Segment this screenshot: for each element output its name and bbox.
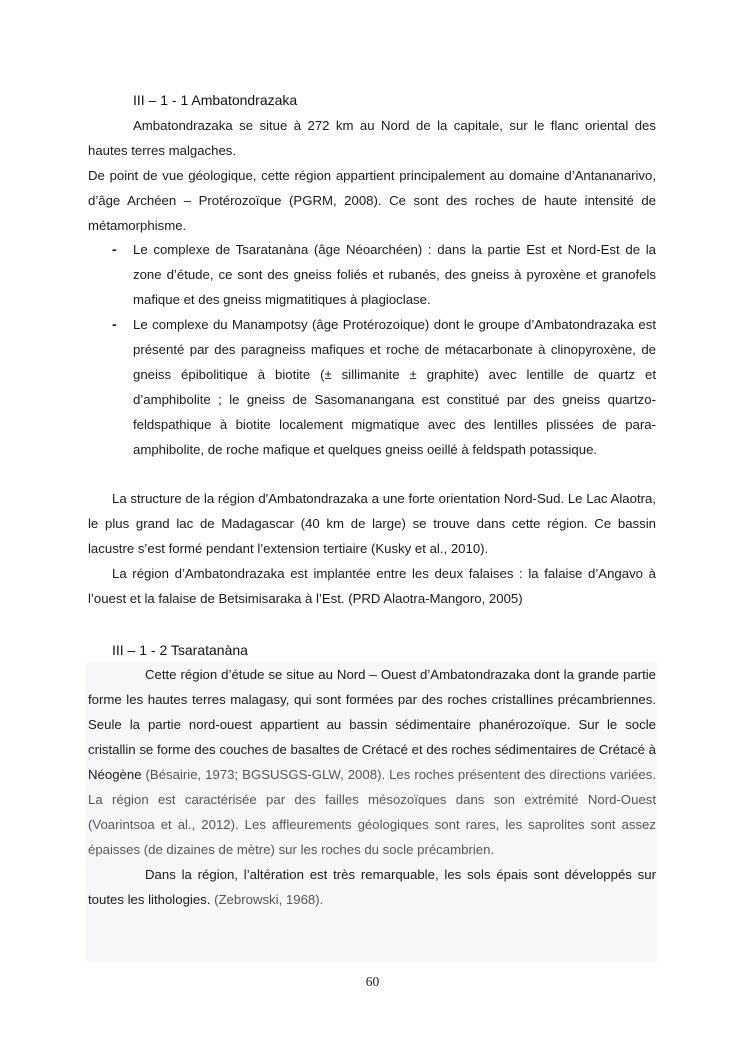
bullet-tsaratanana-complex: Le complexe de Tsaratanàna (âge Néoarchéen) : dans la partie Est et Nord-Est de la zone d’étude, ce sont des gneiss foliés et rubanés, des gneiss à pyroxène et granofels mafique et des gneiss migmatitiques à plagioclase. bbox=[133, 242, 656, 307]
bullet-marker: - bbox=[112, 241, 117, 257]
paragraph-alteration bbox=[88, 862, 656, 912]
bullet-marker: - bbox=[112, 316, 117, 332]
paragraph-structure: La structure de la région d'Ambatondrazaka a une forte orientation Nord-Sud. Le Lac Alaotra, le plus grand lac de Madagascar (40 km de large) se trouve dans cette région. Ce bassin lacustre s’est formé pendant l’extension tertiaire (Kusky et al., 2010). bbox=[88, 491, 656, 556]
paragraph-geology: De point de vue géologique, cette région appartient principalement au domaine d’Antananarivo, d’âge Archéen – Protérozoïque (PGRM, 2008). Ce sont des roches de haute intensité de métamorphisme. bbox=[88, 168, 656, 233]
bullet-manampotsy-complex: Le complexe du Manampotsy (âge Protérozoique) dont le groupe d’Ambatondrazaka est présenté par des paragneiss mafiques et roche de métacarbonate à clinopyroxène, de gneiss épibolitique à biotite (± sillimanite ± graphite) avec lentille de quartz et d’amphibolite ; le gneiss de Sasomanangana est constitué par des gneiss quartzo-feldspathique à biotite localement migmatique avec des lentilles plissées de para-amphibolite, de roche mafique et quelques gneiss oeillé à feldspath potassique. bbox=[133, 317, 656, 457]
section-heading-ambatondrazaka: III – 1 - 1 Ambatondrazaka bbox=[133, 92, 298, 108]
section-heading-tsaratanana: III – 1 - 2 Tsaratanàna bbox=[112, 642, 248, 658]
paragraph-main-text: Cette région d’étude se situe au Nord – Ouest d’Ambatondrazaka dont la grande partie forme les hautes terres malagasy, qui sont formées par des roches cristallines précambriennes. Seule la partie nord-ouest appartient au bassin sédimentaire phanérozoïque. Sur le socle cristallin se forme des couches de basaltes de Crétacé et des roches sédimentaires de Crétacé à Néogène bbox=[88, 667, 656, 782]
paragraph-citation-text: (Zebrowski, 1968). bbox=[210, 892, 324, 907]
paragraph-citation-text: (Bésairie, 1973; BGSUSGS-GLW, 2008). Les roches présentent des directions variées. La région est caractérisée par des failles mésozoïques dans son extrémité Nord-Ouest (Voarintsoa et al., 2012). Les affleurements géologiques sont rares, les saprolites sont assez épaisses (de dizaines de mètre) sur les roches du socle précambrien. bbox=[88, 767, 656, 857]
paragraph-location: Ambatondrazaka se situe à 272 km au Nord de la capitale, sur le flanc oriental des hautes terres malgaches. bbox=[88, 118, 656, 158]
page-number: 60 bbox=[365, 974, 380, 989]
paragraph-cliffs: La région d’Ambatondrazaka est implantée entre les deux falaises : la falaise d’Angavo à l’ouest et la falaise de Betsimisaraka à l’Est. (PRD Alaotra-Mangoro, 2005) bbox=[88, 566, 656, 606]
paragraph-main-text: Dans la région, l’altération est très remarquable, les sols épais sont développés sur toutes les lithologies. bbox=[88, 867, 656, 907]
paragraph-tsaratanana-geology bbox=[88, 662, 656, 862]
